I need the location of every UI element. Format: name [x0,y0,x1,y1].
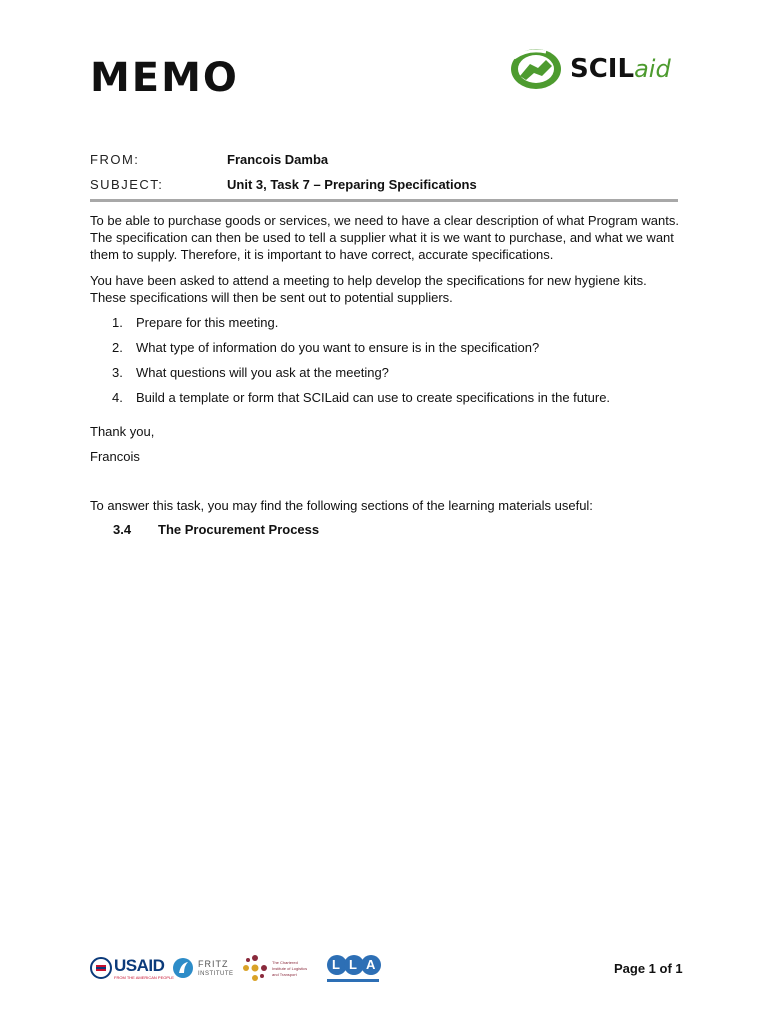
list-item-number: 4. [112,390,123,405]
scilaid-logo [508,46,680,94]
usaid-wordmark: USAID [114,956,165,975]
memo-title: MEMO [90,55,239,101]
list-item-number: 1. [112,315,123,330]
logo-brand-bold: SCIL [570,54,635,84]
page-number: Page 1 of 1 [614,961,683,976]
resources-intro: To answer this task, you may find the following sections of the learning materials useful: [90,498,593,513]
paragraph-1: To be able to purchase goods or services, we need to have a clear description of what Program wants. The specification can then be used to tell a supplier what it is we want to purchase, and what we want them to supply. Therefore, it is important to have correct, accurate specifications. [90,213,679,262]
meeting-paragraph [90,272,682,306]
cilt-emblem-icon [242,954,268,982]
signature: Francois [90,449,140,464]
fritz-institute-logo [172,952,234,986]
header-divider [90,199,678,202]
lla-letter-1: L [332,957,340,972]
list-item-text: Prepare for this meeting. [136,315,279,330]
handshake-icon [508,46,564,92]
usaid-logo [90,952,174,986]
paragraph-2: You have been asked to attend a meeting to help develop the specifications for new hygiene kits. These specifications will then be sent out to potential suppliers. [90,273,647,305]
list-item-number: 2. [112,340,123,355]
lla-letter-3: A [366,957,376,972]
lla-logo [326,952,382,986]
list-item-text: What type of information do you want to ensure is in the specification? [136,340,540,355]
usaid-seal-icon [90,957,112,979]
list-item-number: 3. [112,365,123,380]
logo-wordmark [570,52,671,86]
cilt-line3: and Transport [272,972,297,977]
logo-brand-italic: aid [634,55,671,83]
from-label: FROM: [90,152,140,167]
subject-value: Unit 3, Task 7 – Preparing Specifications [227,177,477,192]
partner-logos [90,952,390,986]
list-item-text: Build a template or form that SCILaid can use to create specifications in the future. [136,390,611,405]
fritz-line1: FRITZ [198,959,229,969]
fritz-line2: INSTITUTE [198,971,234,977]
intro-paragraph [90,212,682,263]
subject-label: SUBJECT: [90,177,164,192]
usaid-tagline: FROM THE AMERICAN PEOPLE [114,975,174,980]
section-number: 3.4 [113,522,132,537]
fritz-mark-icon [172,957,194,979]
cilt-line2: Institute of Logistics [272,966,308,971]
lla-letter-2: L [349,957,357,972]
section-title: The Procurement Process [158,522,320,537]
cilt-line1: The Chartered [272,960,298,965]
list-item-text: What questions will you ask at the meeting? [136,365,389,380]
closing: Thank you, [90,424,155,439]
from-value: Francois Damba [227,152,329,167]
cilt-logo [242,952,316,986]
